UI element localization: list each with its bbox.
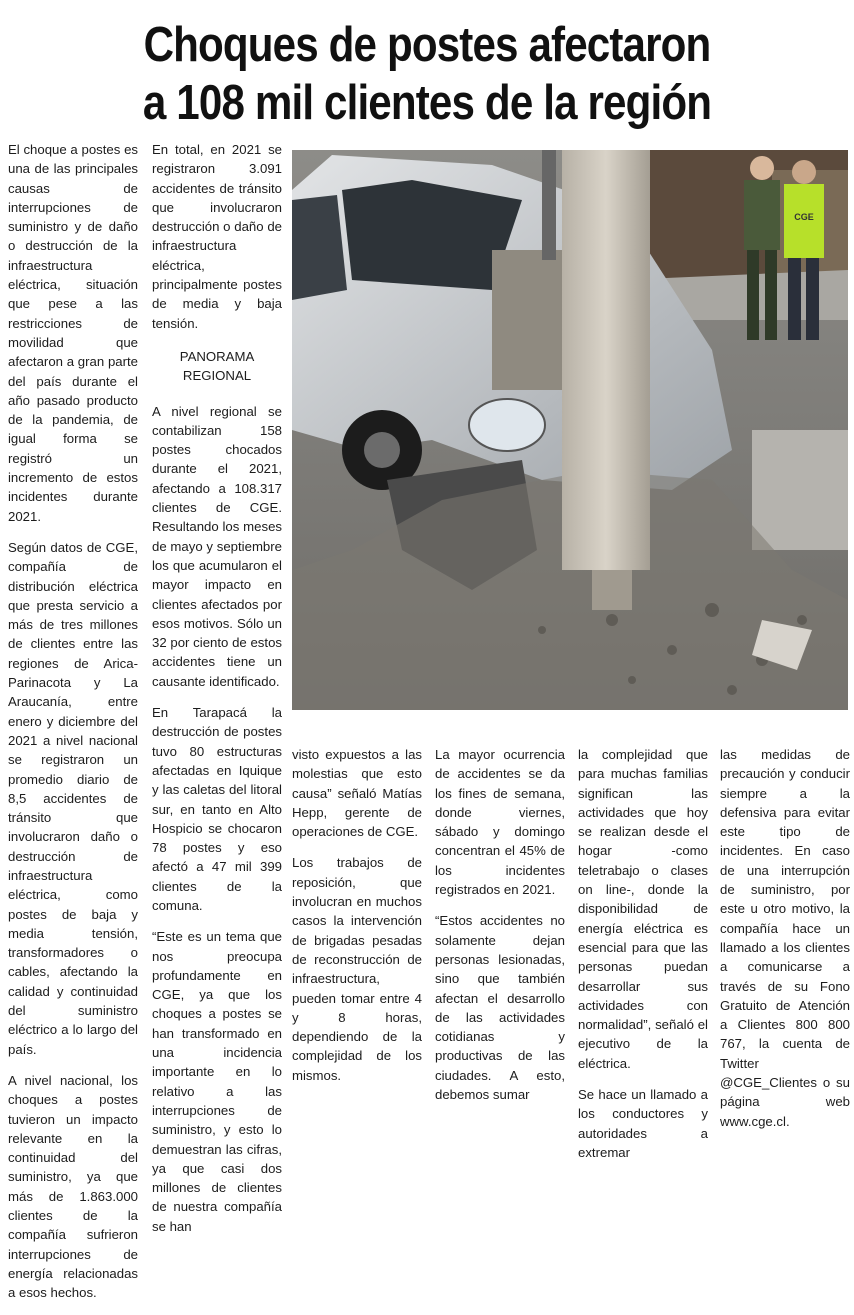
paragraph: La mayor ocurrencia de accidentes se da los fines de semana, donde viernes, sábado y domingo concentran el 45% de los incidentes registrados en 2021. (435, 747, 565, 898)
paragraph: Según datos de CGE, compañía de distribución eléctrica que presta servicio a más de tres millones de clientes entre las regiones de Arica-Parinacota y La Araucanía, entre enero y diciembre del 2021 a nivel nacional se registraron un promedio diario de 8,5 accidentes de tránsito que involucraron daño o destrucción de infraestructura eléctrica, como postes de baja y media tensión, transformadores o cables, afectando la calidad y continuidad del suministro eléctrico a lo largo del país. (8, 539, 138, 1057)
article-column-3 (292, 745, 422, 1097)
paragraph: visto expuestos a las molestias que esto causa” señaló Matías Hepp, gerente de operaciones de CGE. (292, 747, 422, 840)
article-column-1 (8, 140, 138, 1315)
paragraph: las medidas de precaución y conducir siempre a la defensiva para evitar este tipo de incidentes. En caso de una interrupción de suministro, por este u otro motivo, la compañía hace un llamado a los clientes a comunicarse a través de su Fono Gratuito de Atención a Clientes 800 800 767, la cuenta de Twitter @CGE_Clientes o su página web www.cge.cl. (720, 747, 850, 1129)
crash-photo-illustration (292, 150, 848, 710)
paragraph: Los trabajos de reposición, que involucran en muchos casos la intervención de brigadas pesadas de reconstrucción de infraestructura, pueden tomar entre 4 y 8 horas, dependiendo de la complejidad de los mismos. (292, 855, 422, 1083)
paragraph: Se hace un llamado a los conductores y autoridades a extremar (578, 1087, 708, 1160)
article-column-2 (152, 140, 282, 1248)
headline-line-2: a 108 mil clientes de la región (142, 76, 712, 130)
paragraph: En total, en 2021 se registraron 3.091 accidentes de tránsito que involucraron destrucción o daño de infraestructura eléctrica, principalmente postes de media y baja tensión. (152, 142, 282, 331)
headline-line-1: Choques de postes afectaron (143, 18, 711, 72)
paragraph: En Tarapacá la destrucción de postes tuvo 80 estructuras afectadas en Iquique y las caletas del litoral sur, en tanto en Alto Hospicio se chocaron 78 postes y eso afectó a 47 mil 399 clientes de la comuna. (152, 705, 282, 913)
paragraph: “Estos accidentes no solamente dejan personas lesionadas, sino que también afectan el desarrollo de las actividades cotidianas y productivas de las ciudades. A esto, debemos sumar (435, 913, 565, 1103)
concrete-pole (562, 150, 650, 570)
vest-logo-text: CGE (794, 212, 814, 222)
car-headlight (469, 399, 545, 451)
subheading-line-2: REGIONAL (182, 368, 252, 384)
car-wheel-rim (364, 432, 400, 468)
paragraph: A nivel nacional, los choques a postes tuvieron un impacto relevante en la continuidad del suministro, ya que más de 1.863.000 clientes de la compañía sufrieron interrupciones de energía relacionadas a esos hechos. (8, 1072, 138, 1301)
pole-base (592, 570, 632, 610)
paragraph: El choque a postes es una de las principales causas de interrupciones de suministro y de daño o destrucción de la infraestructura eléctrica, situación que pese a las restricciones de movilidad que afectaron a gran parte del país durante el año pasado producto de la pandemia, de igual forma se registró un incremento de estos incidentes durante 2021. (8, 142, 138, 524)
crash-photo (292, 150, 848, 710)
sidewalk-curb (752, 430, 848, 550)
article-column-4 (435, 745, 565, 1116)
article-column-5 (578, 745, 708, 1174)
paragraph: “Este es un tema que nos preocupa profundamente en CGE, ya que los choques a postes se han transformado en una incidencia importante en lo relativo a las interrupciones de suministro, y esto lo demuestran las cifras, ya que casi dos millones de clientes de nuestra compañía se han (152, 929, 282, 1234)
pole-bracket (492, 250, 562, 390)
subheading-line-1: PANORAMA (179, 348, 255, 364)
pole-cable (542, 150, 556, 260)
article-column-6 (720, 745, 850, 1143)
paragraph: la complejidad que para muchas familias significan las actividades que hoy se realizan desde el hogar -como teletrabajo o clases on line-, donde la disponibilidad de energía eléctrica es esencial para que las personas puedan desarrollar sus actividades con normalidad”, señaló el ejecutivo de la eléctrica. (578, 747, 708, 1071)
paragraph: A nivel regional se contabilizan 158 postes chocados durante el 2021, afectando a 108.317 clientes de CGE. Resultando los meses de mayo y septiembre los que acumularon el mayor impacto en clientes afectados por esos motivos. Sólo un 32 por ciento de estos accidentes tiene un causante identificado. (152, 403, 282, 689)
subheading (152, 347, 282, 386)
